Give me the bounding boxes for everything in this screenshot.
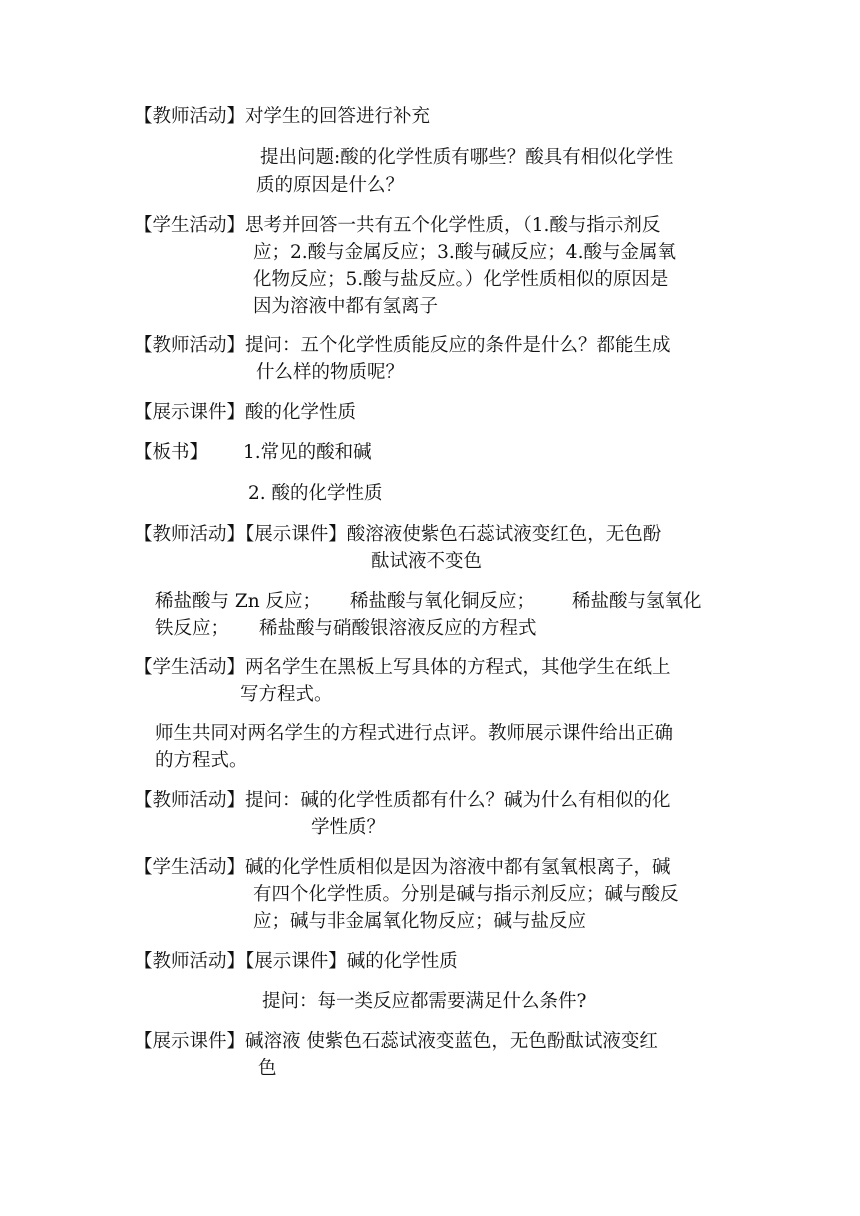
text-line: 应；2.酸与金属反应；3.酸与碱反应；4.酸与金属氧 xyxy=(253,242,676,263)
text-line: 1.常见的酸和碱 xyxy=(243,442,372,463)
text-line: 学性质？ xyxy=(311,817,386,838)
text-line: 【教师活动】【展示课件】碱的化学性质 xyxy=(134,951,458,972)
text-line: 稀盐酸与硝酸银溶液反应的方程式 xyxy=(259,618,537,639)
text-line: 稀盐酸与 Zn 反应； xyxy=(155,591,322,612)
text-line: 应；碱与非金属氧化物反应；碱与盐反应 xyxy=(253,911,587,932)
text-line: 【学生活动】思考并回答一共有五个化学性质，（1.酸与指示剂反 xyxy=(134,215,661,236)
text-line: 稀盐酸与氧化铜反应； xyxy=(350,591,536,612)
text-line: 【教师活动】对学生的回答进行补充 xyxy=(134,106,431,127)
text-line: 【学生活动】两名学生在黑板上写具体的方程式，其他学生在纸上 xyxy=(134,657,671,678)
text-line: 写方程式。 xyxy=(240,684,333,705)
text-line: 【学生活动】碱的化学性质相似是因为溶液中都有氢氧根离子，碱 xyxy=(134,857,671,878)
text-line: 【板书】 xyxy=(134,442,209,463)
text-line: 【展示课件】碱溶液 使紫色石蕊试液变蓝色，无色酚酞试液变红 xyxy=(134,1031,658,1052)
text-line: 的方程式。 xyxy=(155,750,248,771)
text-line: 【教师活动】【展示课件】酸溶液使紫色石蕊试液变红色，无色酚 xyxy=(134,524,662,545)
text-line: 化物反应；5.酸与盐反应。）化学性质相似的原因是 xyxy=(253,269,669,290)
text-line: 质的原因是什么？ xyxy=(256,175,405,196)
text-line: 酞试液不变色 xyxy=(371,551,483,572)
text-line: 2. 酸的化学性质 xyxy=(248,483,383,504)
text-line: 提问：每一类反应都需要满足什么条件? xyxy=(262,991,587,1012)
text-line: 色 xyxy=(258,1058,277,1079)
text-line: 【教师活动】提问：五个化学性质能反应的条件是什么？都能生成 xyxy=(134,335,671,356)
text-line: 稀盐酸与氢氧化 xyxy=(572,591,702,612)
text-line: 【展示课件】酸的化学性质 xyxy=(134,402,357,423)
text-line: 提出问题:酸的化学性质有哪些？酸具有相似化学性 xyxy=(260,147,674,168)
text-line: 【教师活动】提问：碱的化学性质都有什么？碱为什么有相似的化 xyxy=(134,790,671,811)
text-line: 铁反应； xyxy=(155,618,230,639)
text-line: 因为溶液中都有氢离子 xyxy=(253,296,439,317)
text-line: 师生共同对两名学生的方程式进行点评。教师展示课件给出正确 xyxy=(155,723,674,744)
text-line: 什么样的物质呢？ xyxy=(256,362,405,383)
text-line: 有四个化学性质。分别是碱与指示剂反应；碱与酸反 xyxy=(253,884,679,905)
